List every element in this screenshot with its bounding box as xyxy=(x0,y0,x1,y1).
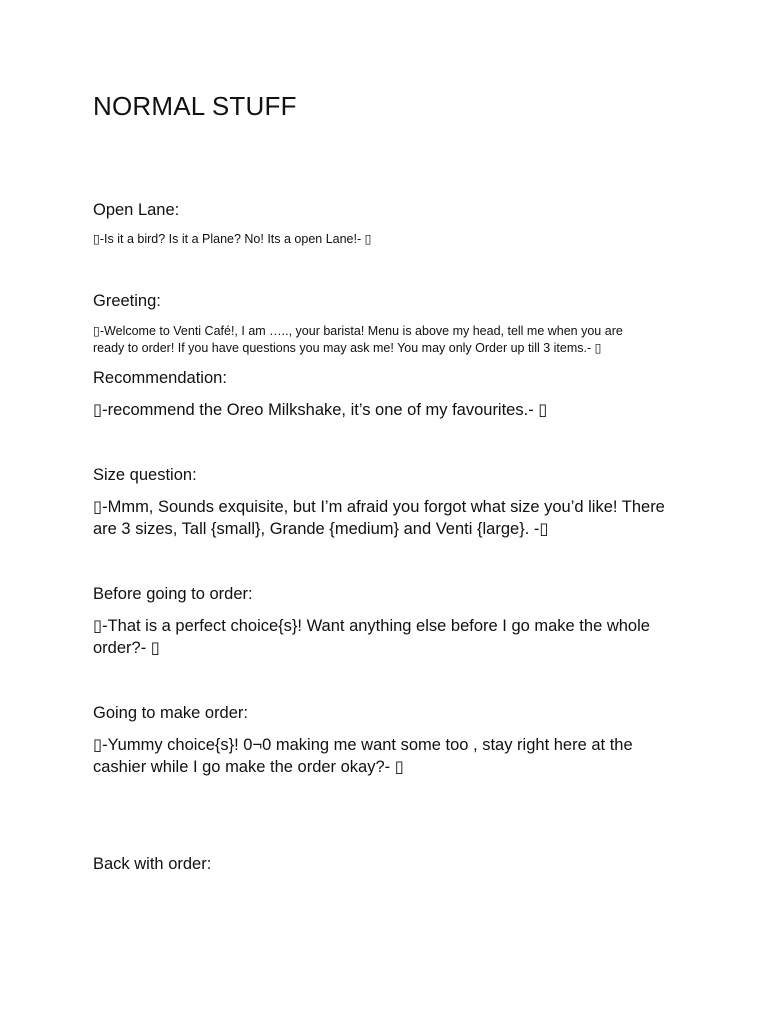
section-line-recommendation: ▯-recommend the Oreo Milkshake, it’s one of my favourites.- ▯ xyxy=(93,401,548,419)
section-line-before-order-2: order?- ▯ xyxy=(93,639,160,657)
section-heading-before-order: Before going to order: xyxy=(93,585,253,603)
section-line-size-question-2: are 3 sizes, Tall {small}, Grande {medium} and Venti {large}. -▯ xyxy=(93,520,549,538)
section-line-open-lane: ▯-Is it a bird? Is it a Plane? No! Its a open Lane!- ▯ xyxy=(93,232,372,246)
section-line-make-order-2: cashier while I go make the order okay?- ▯ xyxy=(93,758,404,776)
section-line-size-question-1: ▯-Mmm, Sounds exquisite, but I’m afraid you forgot what size you’d like! There xyxy=(93,498,665,516)
section-heading-size-question: Size question: xyxy=(93,466,197,484)
section-heading-back-with-order: Back with order: xyxy=(93,855,212,873)
section-heading-open-lane: Open Lane: xyxy=(93,201,180,219)
section-heading-recommendation: Recommendation: xyxy=(93,369,227,387)
section-line-greeting-1: ▯-Welcome to Venti Café!, I am ….., your barista! Menu is above my head, tell me when you are xyxy=(93,324,623,338)
section-line-make-order-1: ▯-Yummy choice{s}! 0¬0 making me want some too , stay right here at the xyxy=(93,736,633,754)
section-heading-greeting: Greeting: xyxy=(93,292,161,310)
section-line-greeting-2: ready to order! If you have questions you may ask me! You may only Order up till 3 items.- ▯ xyxy=(93,341,602,355)
section-line-before-order-1: ▯-That is a perfect choice{s}! Want anything else before I go make the whole xyxy=(93,617,650,635)
section-heading-make-order: Going to make order: xyxy=(93,704,248,722)
page-title: NORMAL STUFF xyxy=(93,91,297,121)
